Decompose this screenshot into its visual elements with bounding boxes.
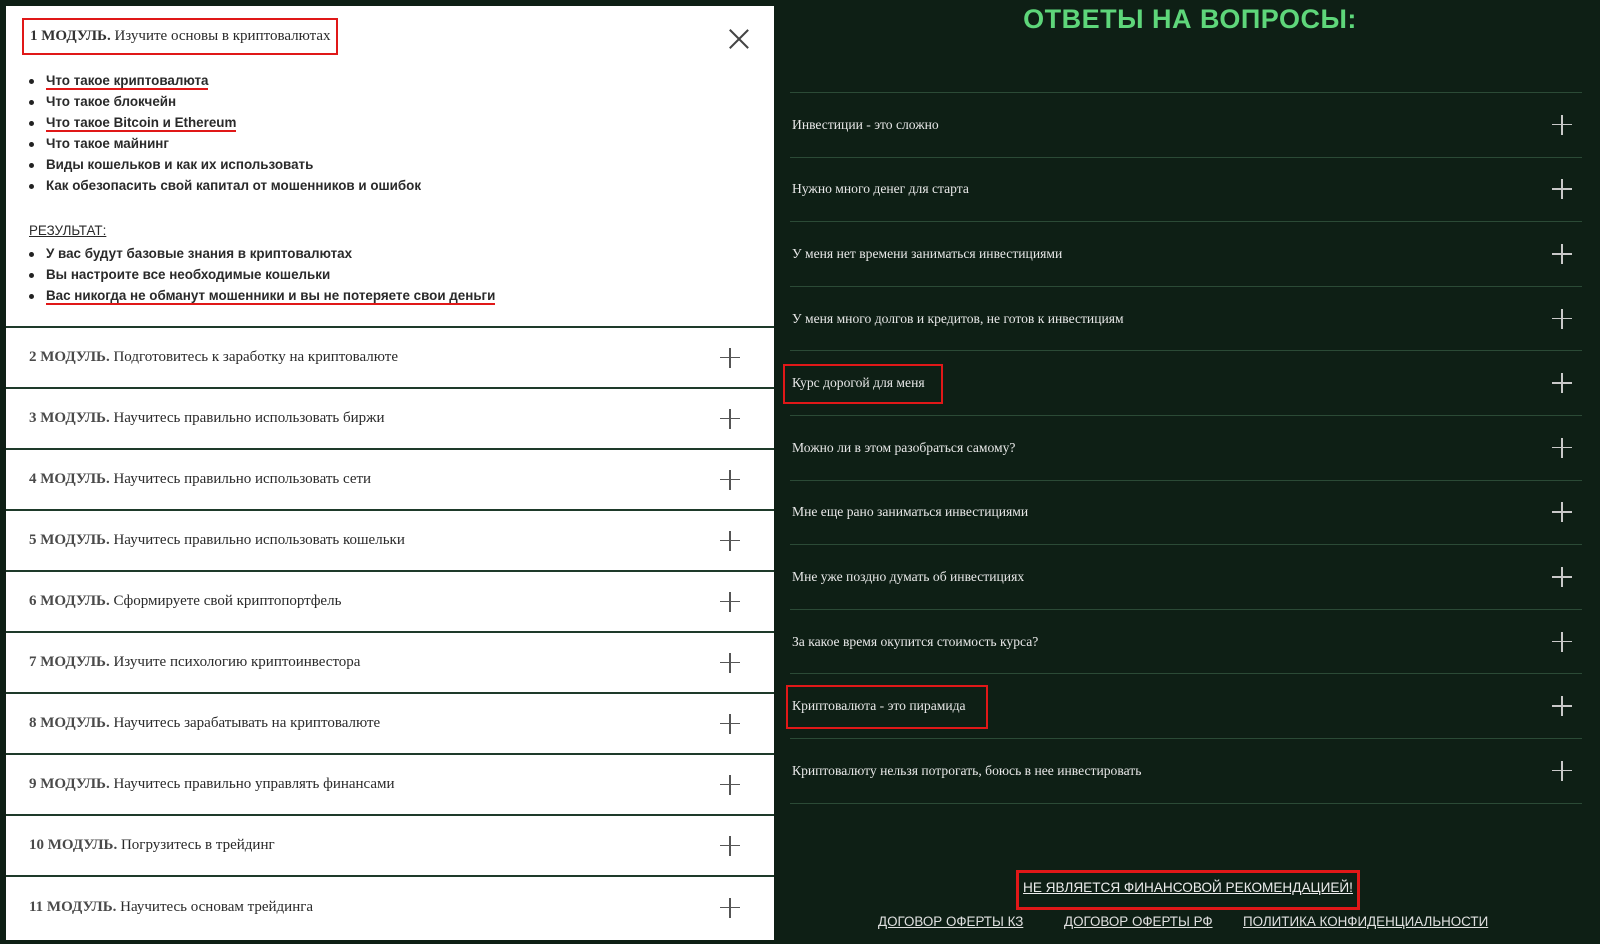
faq-item[interactable]	[790, 610, 1582, 675]
faq-question: Криптовалюту нельзя потрогать, боюсь в нее инвестировать	[792, 762, 1142, 778]
faq-question: Мне еще рано заниматься инвестициями	[792, 504, 1029, 520]
result-label: РЕЗУЛЬТАТ:	[29, 223, 107, 238]
module-title: Научитесь правильно управлять финансами	[113, 776, 395, 792]
topic-item: Что такое криптовалюта	[28, 70, 421, 91]
module-1-title: Изучите основы в криптовалютах	[114, 28, 331, 44]
plus-icon[interactable]	[1552, 179, 1572, 199]
plus-icon[interactable]	[1552, 373, 1572, 393]
module-number: 10 МОДУЛЬ.	[29, 837, 118, 853]
faq-question: У меня нет времени заниматься инвестициями	[792, 245, 1063, 261]
module-title: Научитесь правильно использовать сети	[113, 471, 372, 487]
topic-item: Что такое блокчейн	[28, 91, 421, 112]
close-icon[interactable]	[728, 28, 750, 50]
plus-icon[interactable]	[720, 531, 740, 551]
faq-item[interactable]	[790, 222, 1582, 287]
module-number: 6 МОДУЛЬ.	[29, 593, 110, 609]
module-title: Научитесь основам трейдинга	[120, 899, 314, 915]
faq-title: ОТВЕТЫ НА ВОПРОСЫ:	[1023, 4, 1357, 34]
faq-question: Инвестиции - это сложно	[792, 116, 939, 132]
plus-icon[interactable]	[1552, 567, 1572, 587]
module-3-row[interactable]	[6, 389, 774, 450]
faq-question: За какое время окупится стоимость курса?	[792, 633, 1039, 649]
module-title: Научитесь зарабатывать на криптовалюте	[113, 715, 381, 731]
module-number: 2 МОДУЛЬ.	[29, 349, 110, 365]
faq-item[interactable]	[790, 545, 1582, 610]
faq-item[interactable]	[790, 416, 1582, 481]
module-title: Погрузитесь в трейдинг	[120, 837, 275, 853]
module-title: Подготовитесь к заработку на криптовалюте	[113, 349, 398, 365]
module-1-results	[28, 243, 495, 306]
module-11-row[interactable]	[6, 877, 774, 938]
result-item: У вас будут базовые знания в криптовалютах	[28, 243, 495, 264]
faq-question: Можно ли в этом разобраться самому?	[792, 439, 1016, 455]
module-number: 5 МОДУЛЬ.	[29, 532, 110, 548]
plus-icon[interactable]	[1552, 632, 1572, 652]
faq-item[interactable]	[790, 351, 1582, 416]
module-1-number: 1 МОДУЛЬ.	[30, 28, 111, 44]
plus-icon[interactable]	[720, 775, 740, 795]
faq-item[interactable]	[790, 739, 1582, 804]
modules-accordion	[6, 6, 774, 940]
plus-icon[interactable]	[720, 714, 740, 734]
module-4-row[interactable]	[6, 450, 774, 511]
plus-icon[interactable]	[1552, 761, 1572, 781]
faq-question: Нужно много денег для старта	[792, 181, 969, 197]
faq-question: Криптовалюта - это пирамида	[792, 698, 966, 714]
faq-question: У меня много долгов и кредитов, не готов к инвестициям	[792, 310, 1124, 326]
module-1-expanded	[6, 6, 774, 328]
module-5-row[interactable]	[6, 511, 774, 572]
plus-icon[interactable]	[1552, 438, 1572, 458]
module-title: Сформируете свой криптопортфель	[113, 593, 342, 609]
topic-item: Как обезопасить свой капитал от мошенников и ошибок	[28, 175, 421, 196]
offer-rf-link[interactable]: ДОГОВОР ОФЕРТЫ РФ	[1064, 914, 1213, 929]
module-9-row[interactable]	[6, 755, 774, 816]
module-number: 9 МОДУЛЬ.	[29, 776, 110, 792]
plus-icon[interactable]	[720, 653, 740, 673]
faq-item[interactable]	[790, 158, 1582, 223]
footer-links	[790, 914, 1590, 934]
faq-item[interactable]	[790, 93, 1582, 158]
plus-icon[interactable]	[1552, 502, 1572, 522]
module-1-header[interactable]	[22, 18, 338, 55]
faq-item[interactable]	[790, 674, 1582, 739]
topic-item: Виды кошельков и как их использовать	[28, 154, 421, 175]
plus-icon[interactable]	[1552, 115, 1572, 135]
plus-icon[interactable]	[1552, 244, 1572, 264]
module-8-row[interactable]	[6, 694, 774, 755]
topic-item: Что такое майнинг	[28, 133, 421, 154]
plus-icon[interactable]	[720, 348, 740, 368]
plus-icon[interactable]	[720, 592, 740, 612]
disclaimer-link[interactable]: НЕ ЯВЛЯЕТСЯ ФИНАНСОВОЙ РЕКОМЕНДАЦИЕЙ!	[1023, 880, 1353, 895]
faq-list	[790, 92, 1582, 804]
plus-icon[interactable]	[720, 470, 740, 490]
faq-item[interactable]	[790, 287, 1582, 352]
faq-question: Курс дорогой для меня	[792, 375, 925, 391]
module-1-topics	[28, 70, 421, 196]
plus-icon[interactable]	[1552, 696, 1572, 716]
module-number: 7 МОДУЛЬ.	[29, 654, 110, 670]
module-number: 11 МОДУЛЬ.	[29, 899, 117, 915]
faq-question: Мне уже поздно думать об инвестициях	[792, 568, 1025, 584]
module-title: Научитесь правильно использовать биржи	[113, 410, 385, 426]
faq-item[interactable]	[790, 481, 1582, 546]
topic-item: Что такое Bitcoin и Ethereum	[28, 112, 421, 133]
offer-kz-link[interactable]: ДОГОВОР ОФЕРТЫ КЗ	[878, 914, 1024, 929]
module-number: 4 МОДУЛЬ.	[29, 471, 110, 487]
plus-icon[interactable]	[1552, 309, 1572, 329]
module-title: Изучите психологию криптоинвестора	[113, 654, 361, 670]
module-7-row[interactable]	[6, 633, 774, 694]
plus-icon[interactable]	[720, 836, 740, 856]
module-2-row[interactable]	[6, 328, 774, 389]
plus-icon[interactable]	[720, 898, 740, 918]
plus-icon[interactable]	[720, 409, 740, 429]
module-number: 8 МОДУЛЬ.	[29, 715, 110, 731]
result-item: Вы настроите все необходимые кошельки	[28, 264, 495, 285]
module-10-row[interactable]	[6, 816, 774, 877]
module-title: Научитесь правильно использовать кошельки	[113, 532, 405, 548]
result-item: Вас никогда не обманут мошенники и вы не потеряете свои деньги	[28, 285, 495, 306]
privacy-policy-link[interactable]: ПОЛИТИКА КОНФИДЕНЦИАЛЬНОСТИ	[1243, 914, 1489, 929]
module-number: 3 МОДУЛЬ.	[29, 410, 110, 426]
module-6-row[interactable]	[6, 572, 774, 633]
